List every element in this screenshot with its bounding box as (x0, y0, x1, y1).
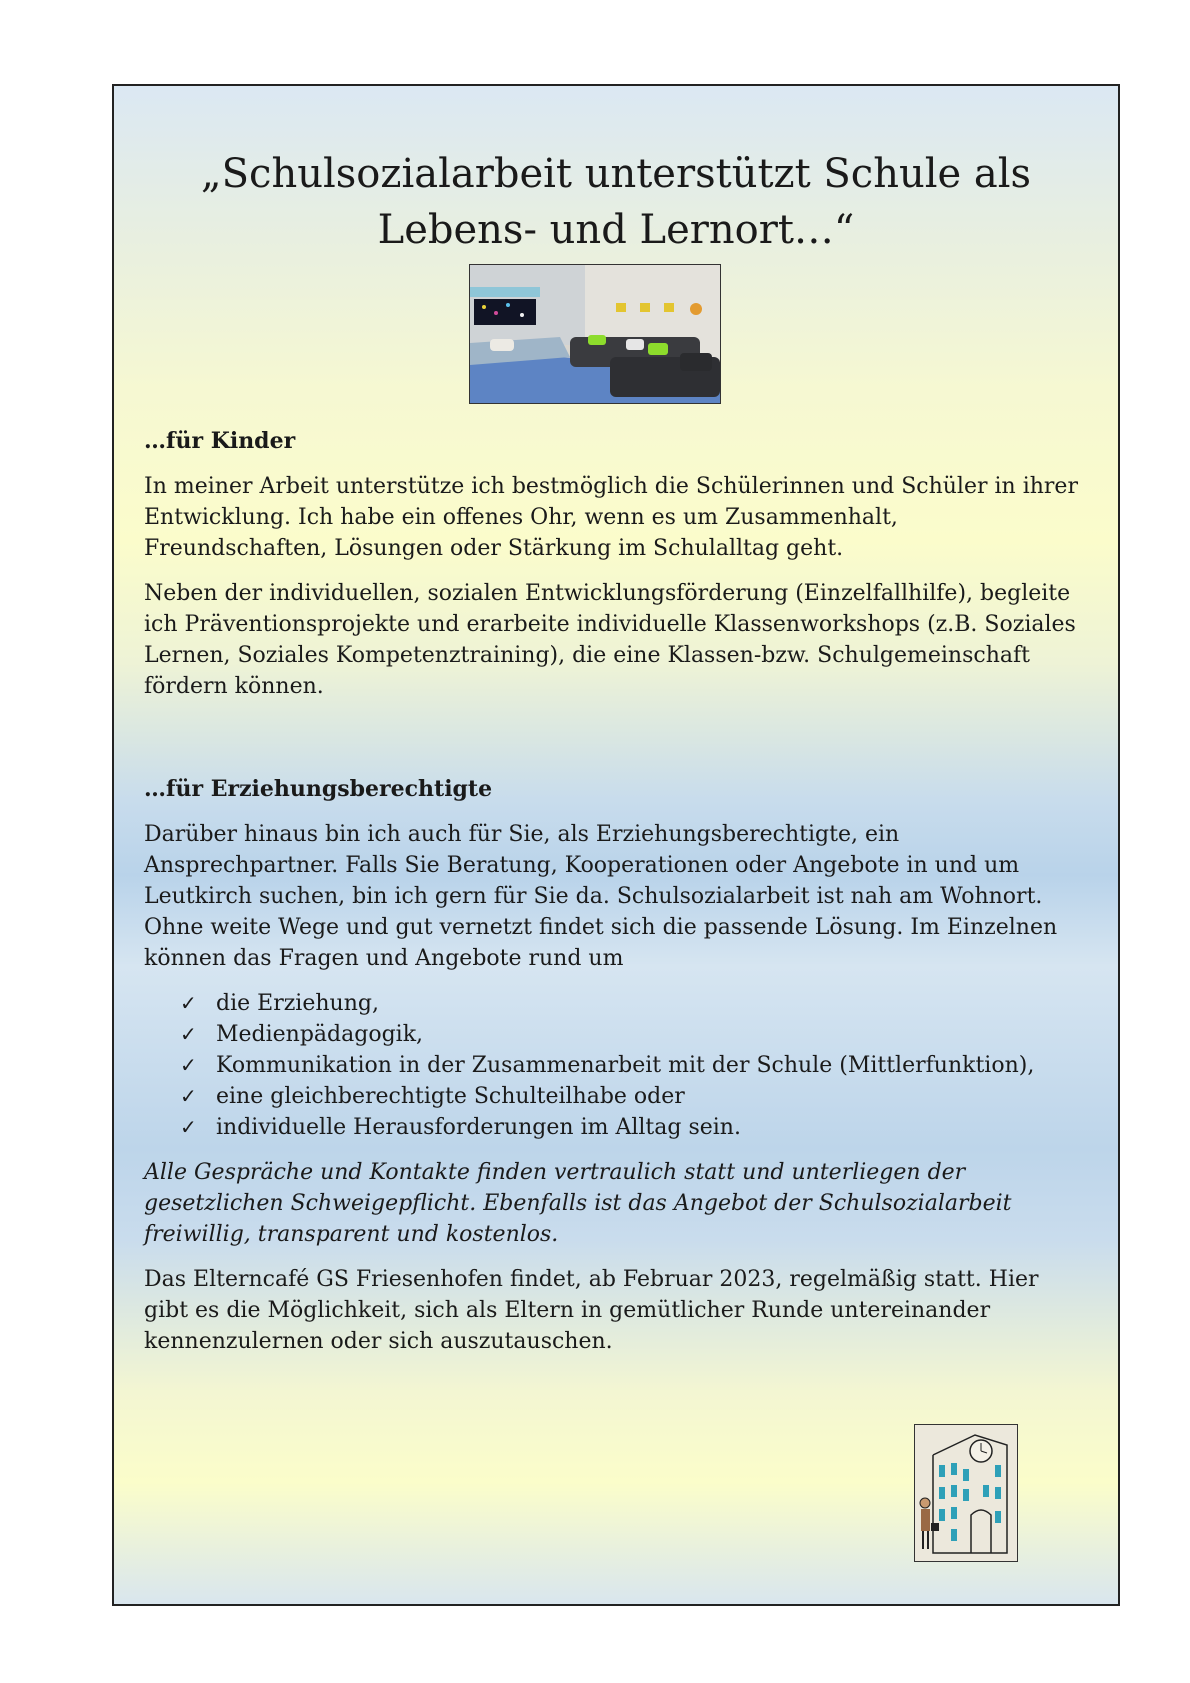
section-heading-kinder: …für Kinder (144, 428, 296, 454)
section-heading-eltern: …für Erziehungsberechtigte (144, 776, 493, 802)
section-spacer (144, 716, 1078, 774)
room-photo (469, 264, 721, 404)
list-item: ✓ die Erziehung, (180, 988, 1078, 1019)
checkmark-icon: ✓ (180, 1084, 197, 1108)
school-drawing (914, 1424, 1018, 1562)
flyer-frame (112, 84, 1120, 1606)
title-line-2: Lebens- und Lernort…“ (377, 207, 855, 253)
list-item: ✓ eine gleichberechtigte Schulteilhabe oder (180, 1081, 1078, 1112)
page-title (114, 146, 1118, 258)
list-item: ✓ Kommunikation in der Zusammenarbeit mit der Schule (Mittlerfunktion), (180, 1050, 1078, 1081)
topic-list (144, 988, 1078, 1143)
kinder-paragraph-1: In meiner Arbeit unterstütze ich bestmöglich die Schülerinnen und Schüler in ihrer Entwicklung. Ich habe ein offenes Ohr, wenn es um Zusammenhalt, Freundschaften, Lösungen oder Stärkung im Schulalltag geht. (144, 474, 1078, 561)
list-item: ✓ individuelle Herausforderungen im Alltag sein. (180, 1112, 1078, 1143)
title-line-1: „Schulsozialarbeit unterstützt Schule als (200, 151, 1032, 197)
eltern-paragraph-1: Darüber hinaus bin ich auch für Sie, als Erziehungsberechtigte, ein Ansprechpartner. Falls Sie Beratung, Kooperationen oder Angebote in und um Leutkirch suchen, bin ich gern für Sie da. Schulsozialarbeit ist nah am Wohnort. Ohne weite Wege und gut vernetzt findet sich die passende Lösung. Im Einzelnen können das Fragen und Angebote rund um (144, 822, 1058, 971)
list-item: ✓ Medienpädagogik, (180, 1019, 1078, 1050)
checkmark-icon: ✓ (180, 1053, 197, 1077)
checkmark-icon: ✓ (180, 1022, 197, 1046)
checkmark-icon: ✓ (180, 1115, 197, 1139)
kinder-paragraph-2: Neben der individuellen, sozialen Entwicklungsförderung (Einzelfallhilfe), begleite ich Präventionsprojekte und erarbeite individuelle Klassenworkshops (z.B. Soziales Lernen, Soziales Kompetenztraining), die eine Klassen-bzw. Schulgemeinschaft fördern können. (144, 581, 1076, 699)
checkmark-icon: ✓ (180, 991, 197, 1015)
room-photo-image (470, 265, 721, 404)
confidentiality-note: Alle Gespräche und Kontakte finden vertraulich statt und unterliegen der gesetzlichen Schweigepflicht. Ebenfalls ist das Angebot der Schulsozialarbeit freiwillig, transparent und kostenlos. (144, 1160, 1012, 1247)
elterncafe-paragraph: Das Elterncafé GS Friesenhofen findet, ab Februar 2023, regelmäßig statt. Hier gibt es die Möglichkeit, sich als Eltern in gemütlicher Runde untereinander kennenzulernen oder sich auszutauschen. (144, 1267, 1039, 1354)
content (144, 426, 1078, 1371)
school-drawing-image (915, 1425, 1018, 1562)
